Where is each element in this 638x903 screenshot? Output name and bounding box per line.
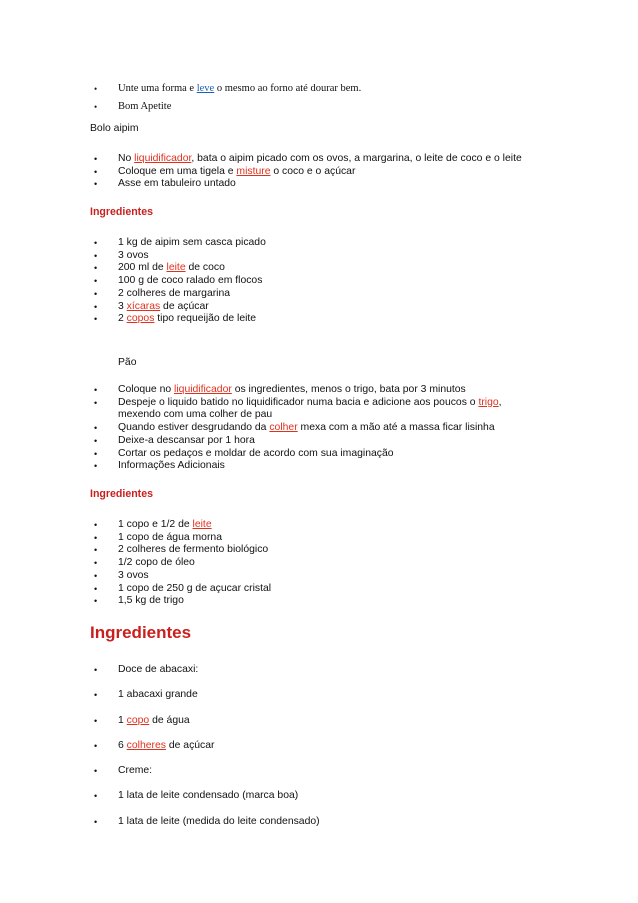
item-text-continued: mexendo com uma colher de pau	[118, 409, 273, 421]
item-text: 1/2 copo de óleo	[118, 557, 195, 569]
item-text: Informações Adicionais	[118, 460, 225, 472]
item-text: 2	[118, 313, 127, 325]
list-item	[0, 532, 638, 545]
list-item	[0, 301, 638, 314]
bolo-steps-block	[0, 153, 638, 191]
bolo-ingredients-block	[0, 237, 638, 326]
item-text: de açúcar	[160, 300, 209, 312]
list-item	[0, 384, 638, 397]
link-colher[interactable]: colher	[269, 422, 298, 434]
bullet-icon: •	[94, 435, 98, 446]
list-item	[0, 595, 638, 608]
link-leite[interactable]: leite	[166, 262, 186, 274]
bullet-icon: •	[94, 532, 98, 543]
item-text: Unte uma forma e	[118, 83, 197, 94]
list-item	[0, 790, 638, 803]
recipe-title-bolo-aipim: Bolo aipim	[90, 123, 139, 134]
item-text: 2 colheres de fermento biológico	[118, 544, 269, 556]
bullet-icon: •	[94, 596, 98, 607]
bullet-icon: •	[94, 154, 98, 164]
list-item	[0, 250, 638, 263]
recipe-title-pao: Pão	[118, 357, 137, 368]
item-text: Creme:	[118, 765, 153, 777]
item-text: 1 copo de água morna	[118, 531, 222, 543]
section-heading-ingredientes-large: Ingredientes	[90, 623, 192, 642]
bullet-icon: •	[94, 715, 98, 726]
item-text: Cortar os pedaços e moldar de acordo com sua imaginação	[118, 447, 394, 459]
list-item	[0, 262, 638, 275]
list-item	[0, 422, 638, 435]
bullet-icon: •	[94, 179, 98, 190]
link-xicaras[interactable]: xícaras	[126, 300, 161, 312]
list-item	[0, 664, 638, 677]
item-text: 6	[118, 739, 127, 751]
item-text: mexa com a mão até a massa ficar lisinha	[297, 422, 495, 434]
item-text: No	[118, 153, 135, 164]
bullet-icon: •	[94, 84, 98, 94]
item-text: 2 colheres de margarina	[118, 287, 231, 299]
bullet-icon: •	[94, 583, 98, 594]
bullet-icon: •	[94, 448, 98, 459]
bullet-icon: •	[94, 520, 98, 530]
list-item	[0, 435, 638, 448]
item-text: 1 copo de 250 g de açucar cristal	[118, 582, 272, 594]
intro-list-block	[0, 81, 638, 115]
bullet-icon: •	[94, 288, 98, 299]
item-text: 3 ovos	[118, 249, 149, 261]
bullet-icon: •	[94, 766, 98, 777]
item-text: 1	[118, 714, 127, 726]
bullet-icon: •	[94, 570, 98, 581]
list-item	[0, 81, 638, 97]
item-text: Asse em tabuleiro untado	[118, 178, 236, 190]
intro-list	[0, 81, 638, 115]
list-item	[0, 765, 638, 778]
link-copo[interactable]: copo	[126, 714, 150, 726]
item-text: de coco	[185, 262, 225, 274]
bullet-icon: •	[94, 250, 98, 261]
list-item	[0, 715, 638, 728]
list-item	[0, 153, 638, 166]
list-item	[0, 570, 638, 583]
item-text: 1 abacaxi grande	[118, 689, 198, 701]
list-item	[0, 544, 638, 557]
bullet-icon: •	[94, 385, 98, 395]
bullet-icon: •	[94, 423, 98, 434]
item-text: tipo requeijão de leite	[154, 313, 257, 325]
item-text: os ingredientes, menos o trigo, bata por 3 minutos	[231, 384, 466, 395]
list-item	[0, 689, 638, 702]
bullet-icon: •	[94, 166, 98, 177]
pao-steps-list	[0, 384, 638, 473]
item-text: , bata o aipim picado com os ovos, a margarina, o leite de coco e o leite	[191, 153, 522, 164]
item-text: 1,5 kg de trigo	[118, 595, 184, 607]
bullet-icon: •	[94, 545, 98, 556]
bullet-icon: •	[94, 665, 98, 675]
item-text: 100 g de coco ralado em flocos	[118, 275, 263, 287]
section-heading-ingredientes: Ingredientes	[90, 206, 153, 218]
item-text: 1 copo e 1/2 de	[118, 519, 193, 530]
item-text: o coco e o açúcar	[270, 165, 356, 177]
bullet-icon: •	[94, 263, 98, 274]
list-item	[0, 237, 638, 250]
list-item	[0, 740, 638, 753]
link-trigo[interactable]: trigo	[478, 396, 499, 408]
section-heading-ingredientes: Ingredientes	[90, 488, 153, 500]
list-item	[0, 275, 638, 288]
bullet-icon: •	[94, 102, 98, 112]
item-text: o mesmo ao forno até dourar bem.	[214, 83, 362, 94]
list-item	[0, 816, 638, 829]
link-liquidificador[interactable]: liquidificador	[134, 153, 192, 164]
pao-ingredients-block	[0, 519, 638, 608]
pao-steps-block	[0, 384, 638, 473]
abacaxi-ingredients-list	[0, 664, 638, 828]
item-text: 3	[118, 300, 127, 312]
list-item	[0, 448, 638, 461]
item-text: 3 ovos	[118, 569, 149, 581]
abacaxi-ingredients-block	[0, 664, 638, 841]
list-item	[0, 583, 638, 596]
item-text: Bom Apetite	[118, 101, 172, 112]
link-leve[interactable]: leve	[196, 83, 215, 94]
item-text: 1 kg de aipim sem casca picado	[118, 237, 266, 248]
link-misture[interactable]: misture	[236, 165, 271, 177]
bullet-icon: •	[94, 397, 98, 408]
item-text: 1 lata de leite (medida do leite condensado)	[118, 815, 320, 827]
list-item	[0, 519, 638, 532]
link-liquidificador[interactable]: liquidificador	[174, 384, 232, 395]
link-colheres[interactable]: colheres	[126, 739, 166, 751]
list-item	[0, 397, 638, 422]
bullet-icon: •	[94, 558, 98, 569]
link-copos[interactable]: copos	[126, 313, 155, 325]
bolo-ingredients-list	[0, 237, 638, 326]
link-leite[interactable]: leite	[192, 519, 212, 530]
bullet-icon: •	[94, 276, 98, 287]
bullet-icon: •	[94, 740, 98, 751]
bullet-icon: •	[94, 461, 98, 472]
list-item	[0, 557, 638, 570]
bullet-icon: •	[94, 816, 98, 827]
item-text: Doce de abacaxi:	[118, 664, 199, 675]
list-item	[0, 166, 638, 179]
bullet-icon: •	[94, 314, 98, 325]
item-text: Despeje o liquido batido no liquidificador numa bacia e adicione aos poucos o	[118, 396, 479, 408]
item-text: Deixe-a descansar por 1 hora	[118, 434, 255, 446]
list-item	[0, 288, 638, 301]
item-text: Coloque no	[118, 384, 175, 395]
item-text: ,	[498, 396, 502, 408]
item-text: 200 ml de	[118, 262, 167, 274]
list-item	[0, 178, 638, 191]
bullet-icon: •	[94, 791, 98, 802]
item-text: Coloque em uma tigela e	[118, 165, 237, 177]
item-text: Quando estiver desgrudando da	[118, 422, 270, 434]
item-text: 1 lata de leite condensado (marca boa)	[118, 790, 299, 802]
list-item	[0, 313, 638, 326]
list-item	[0, 460, 638, 473]
pao-ingredients-list	[0, 519, 638, 608]
item-text: de açúcar	[165, 739, 215, 751]
bullet-icon: •	[94, 690, 98, 701]
item-text: de água	[149, 714, 190, 726]
bolo-steps-list	[0, 153, 638, 191]
bullet-icon: •	[94, 301, 98, 312]
bullet-icon: •	[94, 238, 98, 248]
list-item	[0, 99, 638, 115]
